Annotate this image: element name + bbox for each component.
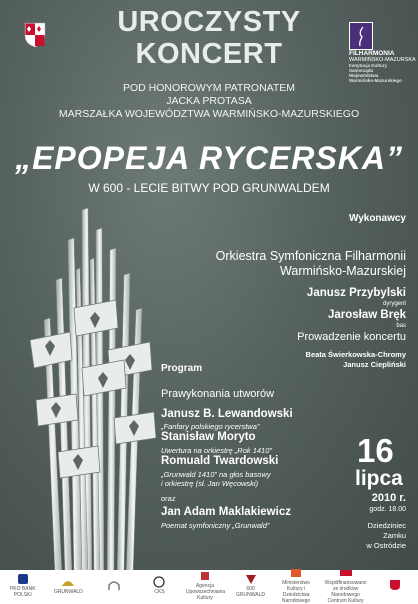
region-coat-icon [388, 579, 402, 591]
venue-line-3: w Ostródzie [366, 541, 406, 550]
nck-icon [339, 567, 353, 579]
ministry-icon [289, 567, 303, 579]
grunwald-monument-image [30, 200, 170, 570]
ministry-logo [277, 567, 315, 604]
composer-2: Stanisław Moryto [161, 431, 256, 443]
date-month: lipca [355, 467, 403, 490]
host-1: Beata Świerkowska-Chromy [305, 350, 406, 359]
date-year: 2010 r. [371, 492, 406, 504]
grunwald-600-logo [232, 573, 270, 598]
title-line-1: UROCZYSTY [117, 6, 301, 38]
logo-label-4: CKS [154, 588, 165, 595]
bass-name: Jarosław Bręk [328, 309, 406, 321]
logo-label-6: 600 GRUNWALD [236, 585, 265, 598]
conductor-name: Janusz Przybylski [306, 287, 406, 299]
work-3-line-2: i orkiestrę (sł. Jan Węcowski) [161, 479, 259, 488]
pko-bank-logo [4, 573, 42, 598]
nck-logo [323, 567, 369, 604]
event-subtitle: W 600 - LECIE BITWY POD GRUNWALDEM [88, 181, 330, 195]
philharmonic-logo-icon [349, 22, 373, 50]
logo-label-7: Ministerstwo Kultury i Dziedzictwa Narodowego [281, 579, 311, 604]
date-day: 16 [357, 432, 394, 469]
conductor-role: dyrygent [382, 301, 406, 307]
cks-icon [152, 576, 166, 588]
philharmonic-small-3: Województwa [349, 73, 379, 78]
composer-4: Jan Adam Maklakiewicz [161, 506, 291, 518]
patronage-line-1: POD HONOROWYM PATRONATEM [122, 82, 296, 94]
logo-label-1: PKO BANK POLSKI [9, 585, 36, 598]
work-1: „Fanfary polskiego rycerstwa” [161, 422, 260, 431]
pko-icon [16, 573, 30, 585]
venue-line-2: Zamku [383, 531, 406, 540]
grunwald-600-icon [244, 573, 258, 585]
grunwald-logo [49, 576, 87, 595]
logo-label-8: Współfinansowano ze środków Narodowego Centrum Kultury [324, 579, 367, 604]
philharmonic-small-2: Samorządu [349, 68, 374, 73]
host-2: Janusz Ciepliński [343, 360, 406, 369]
patronage-line-3: MARSZAŁKA WOJEWÓDZTWA WARMIŃSKO-MAZURSKIEGO [58, 108, 360, 120]
logo-label-5: Agencja Upowszechniania Kultury [185, 582, 226, 601]
agencja-icon [198, 570, 212, 582]
premieres-label: Prawykonania utworów [161, 388, 275, 400]
arch-logo [95, 579, 133, 592]
performers-heading: Wykonawcy [348, 213, 406, 224]
work-2: Uwertura na orkiestrę „Rok 1410” [161, 446, 272, 455]
logo-label-2: GRUNWALD [53, 588, 83, 595]
venue-line-1: Dziedziniec [367, 521, 406, 530]
event-name: „EPOPEJA RYCERSKA” [15, 140, 403, 176]
philharmonic-small-1: Instytucja Kultury [349, 63, 388, 68]
composer-1: Janusz B. Lewandowski [161, 408, 293, 420]
work-4: Poemat symfoniczny „Grunwald” [161, 521, 270, 530]
bass-role: bas [396, 323, 406, 329]
region-coat-logo [376, 579, 414, 592]
date-time: godz. 18.00 [369, 506, 406, 513]
sponsor-logos [0, 570, 418, 604]
host-heading: Prowadzenie koncertu [297, 331, 406, 343]
program-heading: Program [161, 363, 203, 374]
agencja-logo [186, 570, 224, 601]
oraz-label: oraz [161, 494, 176, 503]
philharmonic-name [349, 50, 416, 83]
philharmonic-small-4: Warmińsko-Mazurskiego [349, 78, 402, 83]
grunwald-icon [61, 576, 75, 588]
cks-logo [140, 576, 178, 595]
clef-icon [350, 23, 372, 49]
orchestra-line-2: Warmińsko-Mazurskiej [280, 264, 406, 278]
orchestra-line-1: Orkiestra Symfoniczna Filharmonii [215, 249, 406, 263]
title-line-2: KONCERT [135, 38, 283, 70]
composer-3: Romuald Twardowski [161, 455, 279, 467]
patronage-line-2: JACKA PROTASA [166, 95, 252, 107]
philharmonic-subtitle: WARMIŃSKO-MAZURSKA [349, 57, 416, 63]
work-3-line-1: „Grunwald 1410” na głos basowy [161, 470, 271, 479]
philharmonic-title: FILHARMONIA [349, 50, 395, 57]
arch-icon [107, 579, 121, 591]
